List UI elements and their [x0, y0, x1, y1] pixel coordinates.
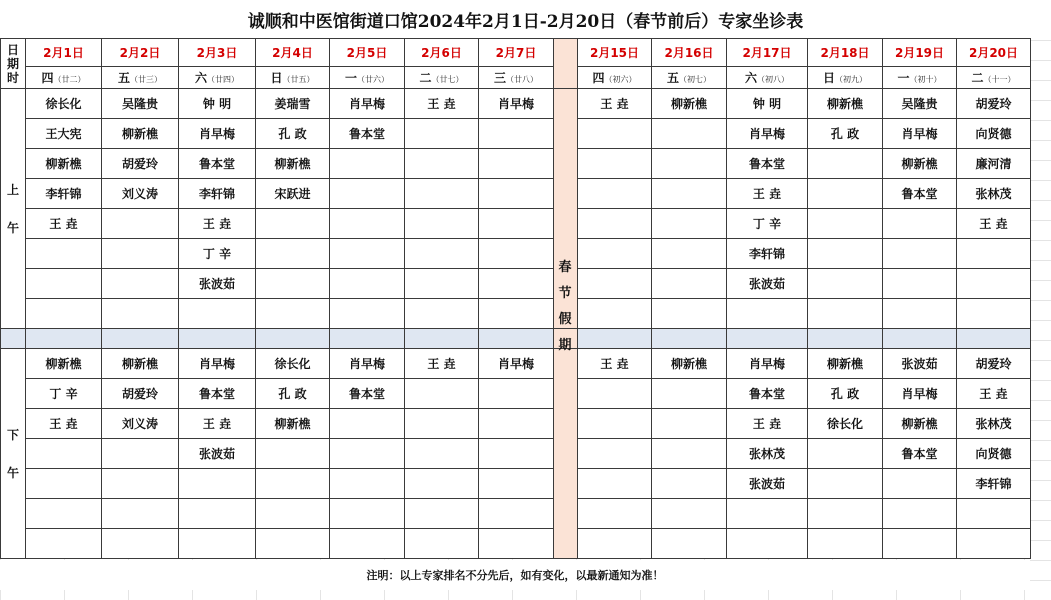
weekday-cell	[405, 67, 479, 89]
doctor-cell	[256, 209, 330, 239]
doctor-cell	[957, 499, 1031, 529]
doctor-cell	[578, 299, 652, 329]
weekday-cell	[102, 67, 179, 89]
doctor-cell	[883, 239, 957, 269]
doctor-cell	[578, 439, 652, 469]
doctor-cell	[479, 299, 554, 329]
doctor-cell	[883, 269, 957, 299]
doctor-cell: 王 垚	[405, 89, 479, 119]
doctor-cell	[808, 439, 883, 469]
doctor-cell	[808, 179, 883, 209]
doctor-cell	[883, 209, 957, 239]
doctor-cell	[102, 499, 179, 529]
morning-label	[1, 89, 26, 329]
gap-cell	[883, 329, 957, 349]
afternoon-row	[1, 349, 1031, 379]
doctor-cell: 张波茹	[179, 439, 256, 469]
doctor-cell: 丁 辛	[179, 239, 256, 269]
doctor-cell	[26, 469, 102, 499]
doctor-cell	[652, 209, 727, 239]
doctor-cell	[808, 269, 883, 299]
date-cell: 2月4日	[256, 39, 330, 67]
weekday-label: 六	[744, 71, 757, 85]
gap-cell	[957, 329, 1031, 349]
doctor-cell	[256, 469, 330, 499]
doctor-cell: 柳新樵	[256, 149, 330, 179]
doctor-cell	[652, 179, 727, 209]
doctor-cell	[578, 379, 652, 409]
doctor-cell	[479, 239, 554, 269]
doctor-cell: 刘义涛	[102, 409, 179, 439]
doctor-cell	[405, 209, 479, 239]
lunar-date: （廿二）	[53, 75, 86, 84]
doctor-cell	[179, 469, 256, 499]
doctor-cell: 胡爱玲	[102, 149, 179, 179]
doctor-cell	[256, 499, 330, 529]
doctor-cell: 柳新樵	[883, 149, 957, 179]
gap-cell	[330, 329, 405, 349]
holiday-label-chars-char: 期	[558, 338, 572, 353]
doctor-cell: 王 垚	[957, 209, 1031, 239]
doctor-cell	[652, 499, 727, 529]
doctor-cell	[179, 299, 256, 329]
afternoon-row	[1, 499, 1031, 529]
afternoon-label-chars-char: 下	[6, 427, 19, 442]
doctor-cell: 王 垚	[26, 409, 102, 439]
doctor-cell	[330, 179, 405, 209]
doctor-cell	[883, 299, 957, 329]
doctor-cell: 李轩锦	[957, 469, 1031, 499]
doctor-cell: 张波茹	[727, 469, 808, 499]
weekday-cell	[479, 67, 554, 89]
doctor-cell	[330, 149, 405, 179]
holiday-label-chars-char: 节	[558, 286, 572, 301]
doctor-cell: 肖早梅	[883, 379, 957, 409]
weekday-cell	[330, 67, 405, 89]
morning-row	[1, 269, 1031, 299]
afternoon-row	[1, 469, 1031, 499]
doctor-cell	[578, 529, 652, 559]
doctor-cell: 丁 辛	[727, 209, 808, 239]
doctor-cell: 丁 辛	[26, 379, 102, 409]
doctor-cell: 鲁本堂	[179, 379, 256, 409]
doctor-cell	[405, 269, 479, 299]
weekday-cell	[26, 67, 102, 89]
afternoon-row	[1, 529, 1031, 559]
doctor-cell: 钟 明	[179, 89, 256, 119]
doctor-cell: 柳新樵	[652, 89, 727, 119]
date-cell: 2月2日	[102, 39, 179, 67]
doctor-cell: 鲁本堂	[330, 119, 405, 149]
gap-cell	[26, 329, 102, 349]
date-cell: 2月15日	[578, 39, 652, 67]
doctor-cell: 肖早梅	[727, 349, 808, 379]
doctor-cell	[405, 439, 479, 469]
doctor-cell	[652, 299, 727, 329]
afternoon-row	[1, 379, 1031, 409]
weekday-label: 三	[493, 71, 506, 85]
weekday-label: 日	[270, 71, 283, 85]
doctor-cell	[578, 269, 652, 299]
doctor-cell: 孔 政	[256, 379, 330, 409]
date-cell: 2月7日	[479, 39, 554, 67]
weekday-label: 四	[41, 71, 54, 85]
gap-cell	[405, 329, 479, 349]
doctor-cell	[578, 149, 652, 179]
doctor-cell	[102, 469, 179, 499]
lunar-date: （初九）	[835, 75, 867, 84]
doctor-cell	[405, 469, 479, 499]
lunar-date: （廿三）	[130, 75, 162, 84]
doctor-cell	[405, 409, 479, 439]
doctor-cell	[26, 239, 102, 269]
date-cell: 2月6日	[405, 39, 479, 67]
date-row	[1, 39, 1031, 67]
doctor-cell	[256, 529, 330, 559]
doctor-cell	[727, 529, 808, 559]
weekday-cell	[957, 67, 1031, 89]
doctor-cell: 王 垚	[957, 379, 1031, 409]
doctor-cell	[578, 209, 652, 239]
doctor-cell	[330, 209, 405, 239]
weekday-cell	[652, 67, 727, 89]
weekday-label: 日	[822, 71, 835, 85]
doctor-cell	[652, 149, 727, 179]
weekday-label: 五	[666, 71, 679, 85]
doctor-cell	[405, 119, 479, 149]
doctor-cell: 王 垚	[405, 349, 479, 379]
doctor-cell	[479, 209, 554, 239]
doctor-cell	[405, 299, 479, 329]
doctor-cell: 孔 政	[808, 379, 883, 409]
doctor-cell	[330, 469, 405, 499]
doctor-cell	[578, 409, 652, 439]
page-title: 诚顺和中医馆街道口馆2024年2月1日-2月20日（春节前后）专家坐诊表	[0, 0, 1051, 38]
doctor-cell: 吴隆贵	[883, 89, 957, 119]
weekday-label: 一	[897, 71, 910, 85]
morning-row	[1, 209, 1031, 239]
doctor-cell	[578, 119, 652, 149]
doctor-cell: 张波茹	[179, 269, 256, 299]
holiday-label-chars-char: 假	[558, 312, 572, 327]
doctor-cell: 鲁本堂	[330, 379, 405, 409]
holiday-label-chars-char: 春	[558, 260, 572, 275]
doctor-cell	[883, 469, 957, 499]
schedule-table	[0, 38, 1031, 559]
doctor-cell	[479, 529, 554, 559]
doctor-cell	[479, 269, 554, 299]
weekday-label: 二	[419, 71, 432, 85]
afternoon-row	[1, 439, 1031, 469]
doctor-cell	[405, 379, 479, 409]
morning-row	[1, 149, 1031, 179]
doctor-cell	[578, 469, 652, 499]
doctor-cell: 肖早梅	[479, 89, 554, 119]
doctor-cell	[808, 499, 883, 529]
lunar-date: （廿四）	[207, 75, 239, 84]
doctor-cell: 鲁本堂	[883, 439, 957, 469]
doctor-cell: 李轩锦	[179, 179, 256, 209]
doctor-cell: 鲁本堂	[727, 379, 808, 409]
doctor-cell: 肖早梅	[883, 119, 957, 149]
date-cell: 2月19日	[883, 39, 957, 67]
doctor-cell	[102, 299, 179, 329]
date-cell: 2月5日	[330, 39, 405, 67]
weekday-label: 二	[971, 71, 984, 85]
doctor-cell	[26, 299, 102, 329]
doctor-cell	[479, 499, 554, 529]
lunar-date: （廿八）	[506, 75, 538, 84]
doctor-cell: 肖早梅	[727, 119, 808, 149]
date-cell: 2月16日	[652, 39, 727, 67]
doctor-cell: 钟 明	[727, 89, 808, 119]
doctor-cell	[330, 529, 405, 559]
doctor-cell	[479, 469, 554, 499]
morning-row	[1, 179, 1031, 209]
doctor-cell	[256, 299, 330, 329]
weekday-cell	[256, 67, 330, 89]
gap-cell	[652, 329, 727, 349]
spring-festival-holiday-label	[553, 255, 577, 359]
doctor-cell: 张波茹	[883, 349, 957, 379]
weekday-cell	[727, 67, 808, 89]
doctor-cell	[479, 439, 554, 469]
date-cell: 2月3日	[179, 39, 256, 67]
doctor-cell: 徐长化	[256, 349, 330, 379]
doctor-cell: 肖早梅	[179, 119, 256, 149]
gap-cell	[256, 329, 330, 349]
doctor-cell	[405, 179, 479, 209]
doctor-cell	[808, 209, 883, 239]
doctor-cell	[330, 269, 405, 299]
weekday-row	[1, 67, 1031, 89]
doctor-cell	[957, 239, 1031, 269]
doctor-cell: 向贤德	[957, 439, 1031, 469]
doctor-cell	[727, 499, 808, 529]
morning-label-chars-char: 上	[6, 182, 19, 197]
doctor-cell	[652, 379, 727, 409]
doctor-cell	[808, 469, 883, 499]
gap-cell	[727, 329, 808, 349]
doctor-cell	[405, 529, 479, 559]
doctor-cell: 李轩锦	[26, 179, 102, 209]
doctor-cell	[578, 499, 652, 529]
doctor-cell	[957, 269, 1031, 299]
lunar-date: （初七）	[679, 75, 711, 84]
doctor-cell	[479, 149, 554, 179]
doctor-cell	[26, 269, 102, 299]
doctor-cell: 廉河清	[957, 149, 1031, 179]
doctor-cell	[883, 499, 957, 529]
header-label-chars-char: 期	[6, 56, 19, 71]
gap-cell	[1, 329, 26, 349]
doctor-cell: 王 垚	[26, 209, 102, 239]
doctor-cell: 鲁本堂	[179, 149, 256, 179]
doctor-cell	[179, 499, 256, 529]
doctor-cell	[256, 439, 330, 469]
doctor-cell: 鲁本堂	[727, 149, 808, 179]
doctor-cell: 胡爱玲	[102, 379, 179, 409]
doctor-cell	[479, 409, 554, 439]
header-label-chars-char: 时	[6, 70, 19, 85]
doctor-cell	[652, 529, 727, 559]
midday-gap-row	[1, 329, 1031, 349]
lunar-date: （十一）	[983, 75, 1016, 84]
doctor-cell: 柳新樵	[652, 349, 727, 379]
doctor-cell: 姜瑞雪	[256, 89, 330, 119]
weekday-cell	[808, 67, 883, 89]
doctor-cell: 王 垚	[727, 409, 808, 439]
doctor-cell: 胡爱玲	[957, 349, 1031, 379]
doctor-cell	[102, 269, 179, 299]
doctor-cell	[330, 299, 405, 329]
doctor-cell: 柳新樵	[26, 149, 102, 179]
doctor-cell: 柳新樵	[102, 349, 179, 379]
doctor-cell	[102, 209, 179, 239]
doctor-cell	[102, 239, 179, 269]
doctor-cell	[330, 409, 405, 439]
doctor-cell: 王 垚	[179, 409, 256, 439]
doctor-cell: 张林茂	[957, 409, 1031, 439]
lunar-date: （初八）	[757, 75, 789, 84]
doctor-cell	[727, 299, 808, 329]
date-cell: 2月1日	[26, 39, 102, 67]
weekday-label: 五	[117, 71, 130, 85]
doctor-cell	[808, 529, 883, 559]
doctor-cell: 孔 政	[256, 119, 330, 149]
weekday-label: 六	[194, 71, 207, 85]
doctor-cell: 肖早梅	[330, 89, 405, 119]
doctor-cell: 向贤德	[957, 119, 1031, 149]
doctor-cell	[479, 179, 554, 209]
doctor-cell	[102, 529, 179, 559]
doctor-cell	[652, 269, 727, 299]
afternoon-label-chars-char: 午	[6, 465, 19, 480]
weekday-label: 一	[344, 71, 357, 85]
doctor-cell: 王 垚	[727, 179, 808, 209]
doctor-cell: 张波茹	[727, 269, 808, 299]
doctor-cell	[405, 149, 479, 179]
morning-row	[1, 239, 1031, 269]
morning-label-chars-char: 午	[6, 220, 19, 235]
doctor-cell	[808, 239, 883, 269]
doctor-cell: 肖早梅	[179, 349, 256, 379]
doctor-cell	[102, 439, 179, 469]
doctor-cell	[808, 299, 883, 329]
doctor-cell	[808, 149, 883, 179]
weekday-cell	[179, 67, 256, 89]
doctor-cell	[652, 469, 727, 499]
lunar-date: （廿六）	[357, 75, 389, 84]
doctor-cell	[179, 529, 256, 559]
weekday-cell	[883, 67, 957, 89]
date-cell: 2月18日	[808, 39, 883, 67]
doctor-cell: 鲁本堂	[883, 179, 957, 209]
footnote: 注明：以上专家排名不分先后，如有变化，以最新通知为准！	[0, 560, 1030, 590]
doctor-cell	[652, 119, 727, 149]
doctor-cell: 王 垚	[578, 349, 652, 379]
doctor-cell: 张林茂	[957, 179, 1031, 209]
lunar-date: （初六）	[604, 75, 637, 84]
doctor-cell	[330, 239, 405, 269]
doctor-cell: 孔 政	[808, 119, 883, 149]
doctor-cell: 柳新樵	[102, 119, 179, 149]
doctor-cell	[479, 379, 554, 409]
gap-cell	[179, 329, 256, 349]
doctor-cell: 柳新樵	[808, 89, 883, 119]
doctor-cell	[26, 529, 102, 559]
date-cell: 2月17日	[727, 39, 808, 67]
date-cell: 2月20日	[957, 39, 1031, 67]
doctor-cell: 王 垚	[179, 209, 256, 239]
lunar-date: （初十）	[909, 75, 942, 84]
doctor-cell: 张林茂	[727, 439, 808, 469]
doctor-cell	[883, 529, 957, 559]
weekday-cell	[578, 67, 652, 89]
morning-row	[1, 119, 1031, 149]
doctor-cell	[957, 299, 1031, 329]
gap-cell	[479, 329, 554, 349]
doctor-cell	[652, 239, 727, 269]
doctor-cell: 肖早梅	[330, 349, 405, 379]
doctor-cell: 刘义涛	[102, 179, 179, 209]
doctor-cell	[405, 499, 479, 529]
doctor-cell: 宋跃进	[256, 179, 330, 209]
doctor-cell	[957, 529, 1031, 559]
doctor-cell: 柳新樵	[808, 349, 883, 379]
doctor-cell	[652, 409, 727, 439]
doctor-cell	[330, 499, 405, 529]
lunar-date: （廿五）	[282, 75, 315, 84]
doctor-cell	[26, 499, 102, 529]
header-label-chars-char: 日	[6, 42, 19, 57]
doctor-cell: 肖早梅	[479, 349, 554, 379]
doctor-cell	[479, 119, 554, 149]
afternoon-label	[1, 349, 26, 559]
doctor-cell: 王 垚	[578, 89, 652, 119]
doctor-cell	[578, 179, 652, 209]
holiday-separator-head	[554, 39, 578, 89]
doctor-cell: 李轩锦	[727, 239, 808, 269]
holiday-separator-afternoon	[554, 349, 578, 559]
doctor-cell: 柳新樵	[883, 409, 957, 439]
doctor-cell	[256, 239, 330, 269]
lunar-date: （廿七）	[431, 75, 464, 84]
morning-row	[1, 299, 1031, 329]
doctor-cell: 柳新樵	[26, 349, 102, 379]
doctor-cell	[26, 439, 102, 469]
afternoon-row	[1, 409, 1031, 439]
date-time-header	[1, 39, 26, 89]
doctor-cell	[578, 239, 652, 269]
doctor-cell: 吴隆贵	[102, 89, 179, 119]
doctor-cell: 徐长化	[808, 409, 883, 439]
doctor-cell	[652, 439, 727, 469]
doctor-cell	[330, 439, 405, 469]
doctor-cell: 徐长化	[26, 89, 102, 119]
gap-cell	[808, 329, 883, 349]
gap-cell	[102, 329, 179, 349]
weekday-label: 四	[592, 71, 605, 85]
doctor-cell	[256, 269, 330, 299]
gap-cell	[578, 329, 652, 349]
doctor-cell: 胡爱玲	[957, 89, 1031, 119]
morning-row	[1, 89, 1031, 119]
doctor-cell: 柳新樵	[256, 409, 330, 439]
doctor-cell	[405, 239, 479, 269]
doctor-cell: 王大宪	[26, 119, 102, 149]
